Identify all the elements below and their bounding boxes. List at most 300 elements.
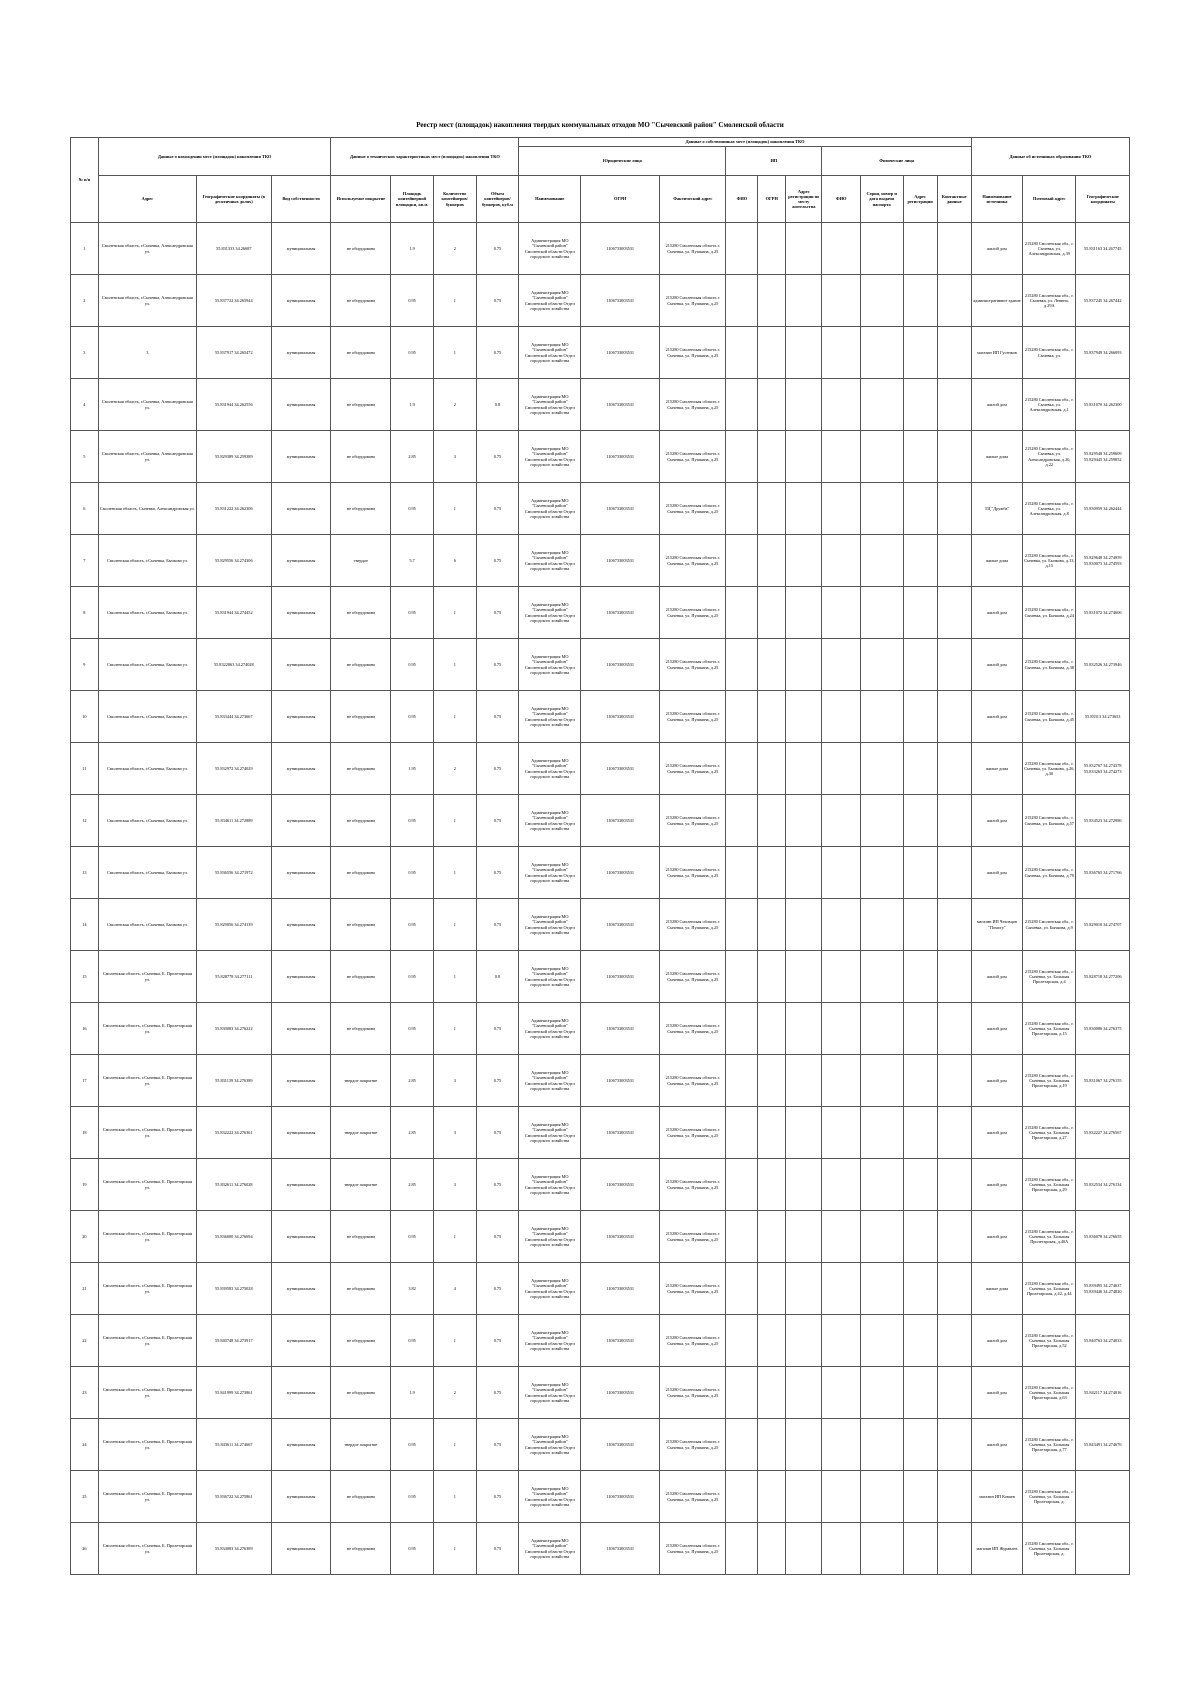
container-volume-cell: 0.75 [476, 899, 519, 951]
legal-name-cell: Администрация МО "Сычевский район" Смоленской области Отдел городского хозяйства [519, 275, 581, 327]
container-count-cell: 1 [433, 1003, 476, 1055]
row-number-cell: 18 [71, 1107, 99, 1159]
ownership-cell: муниципальная [271, 1107, 331, 1159]
source-coordinates-cell: 55.831072 34.274606 [1076, 587, 1130, 639]
container-count-cell: 1 [433, 691, 476, 743]
registry-table [70, 137, 1130, 1575]
surface-cell: не оборудована [331, 951, 391, 1003]
legal-name-cell: Администрация МО "Сычевский район" Смоленской области Отдел городского хозяйства [519, 1003, 581, 1055]
table-row [71, 327, 1130, 379]
ownership-cell: муниципальная [271, 639, 331, 691]
col-header-person-address: Адрес регистрации [903, 176, 937, 223]
coordinates-cell: 55.832222 34.276361 [196, 1107, 271, 1159]
ip-fio-cell [726, 587, 758, 639]
ip-address-cell [786, 379, 822, 431]
ip-address-cell [786, 1107, 822, 1159]
source-postal-address-cell: 215280 Смоленская обл., г. Сычевка, ул. Бычкова, д.79 [1023, 847, 1076, 899]
ip-fio-cell [726, 1419, 758, 1471]
container-volume-cell: 0.75 [476, 327, 519, 379]
surface-cell: не оборудована [331, 431, 391, 483]
legal-ogrn-cell: 1106733003531 [581, 1523, 660, 1575]
legal-address-cell: 215280 Смоленская область г. Сычевка, ул. Пушкина, д.25 [660, 587, 726, 639]
col-header-address: Адрес [98, 176, 196, 223]
source-coordinates-cell: 55.829648 34.274959 55.830073 34.274593 [1076, 535, 1130, 587]
ownership-cell: муниципальная [271, 327, 331, 379]
surface-cell: не оборудована [331, 379, 391, 431]
person-address-cell [903, 1523, 937, 1575]
ownership-cell: муниципальная [271, 691, 331, 743]
col-header-legal-ogrn: ОГРН [581, 176, 660, 223]
person-contacts-cell [937, 691, 971, 743]
legal-address-cell: 215280 Смоленская область г. Сычевка, ул. Пушкина, д.25 [660, 327, 726, 379]
legal-name-cell: Администрация МО "Сычевский район" Смоленской области Отдел городского хозяйства [519, 1107, 581, 1159]
address-cell: Смоленская область, г.Сычевка, Александровская ул. [98, 431, 196, 483]
source-name-cell: жилой дом [971, 223, 1022, 275]
ownership-cell: муниципальная [271, 1367, 331, 1419]
address-cell: Смоленская область, г.Сычевка, Б. Пролетарская ул. [98, 1263, 196, 1315]
surface-cell: твердое покрытие [331, 1107, 391, 1159]
coordinates-cell: 55.843611 34.274667 [196, 1419, 271, 1471]
ip-ogrn-cell [758, 587, 786, 639]
person-contacts-cell [937, 639, 971, 691]
surface-cell: не оборудована [331, 899, 391, 951]
address-cell: Смоленская область, г.Сычевка, Б. Пролетарская ул. [98, 1315, 196, 1367]
container-volume-cell: 0.75 [476, 847, 519, 899]
ip-address-cell [786, 483, 822, 535]
coordinates-cell: 55.840748 34.273917 [196, 1315, 271, 1367]
container-count-cell: 1 [433, 1419, 476, 1471]
person-address-cell [903, 1107, 937, 1159]
ownership-cell: муниципальная [271, 1419, 331, 1471]
source-coordinates-cell: 55.832767 34.274378 55.833263 34.274273 [1076, 743, 1130, 795]
person-fio-cell [822, 847, 860, 899]
legal-ogrn-cell: 1106733003531 [581, 691, 660, 743]
person-address-cell [903, 1159, 937, 1211]
table-row [71, 899, 1130, 951]
person-passport-cell [860, 1315, 903, 1367]
ip-fio-cell [726, 1315, 758, 1367]
ip-ogrn-cell [758, 795, 786, 847]
container-count-cell: 3 [433, 431, 476, 483]
person-fio-cell [822, 1055, 860, 1107]
area-cell: 0.95 [391, 1523, 434, 1575]
container-count-cell: 1 [433, 483, 476, 535]
person-fio-cell [822, 1159, 860, 1211]
ip-ogrn-cell [758, 1003, 786, 1055]
person-contacts-cell [937, 275, 971, 327]
ip-ogrn-cell [758, 327, 786, 379]
ownership-cell: муниципальная [271, 951, 331, 1003]
ip-header: ИП [726, 147, 822, 176]
area-cell: 0.95 [391, 1471, 434, 1523]
physical-persons-header: Физические лица [822, 147, 971, 176]
legal-ogrn-cell: 1106733003531 [581, 1159, 660, 1211]
source-name-cell: жилой дом [971, 1107, 1022, 1159]
person-fio-cell [822, 587, 860, 639]
ip-fio-cell [726, 639, 758, 691]
source-name-cell: жилой дом [971, 1419, 1022, 1471]
table-row [71, 1367, 1130, 1419]
area-cell: 3.82 [391, 1263, 434, 1315]
person-contacts-cell [937, 1003, 971, 1055]
container-volume-cell: 0.8 [476, 951, 519, 1003]
table-row [71, 743, 1130, 795]
legal-ogrn-cell: 1106733003531 [581, 1471, 660, 1523]
person-fio-cell [822, 535, 860, 587]
container-count-cell: 1 [433, 1471, 476, 1523]
area-cell: 0.95 [391, 1211, 434, 1263]
ip-fio-cell [726, 691, 758, 743]
legal-name-cell: Администрация МО "Сычевский район" Смоленской области Отдел городского хозяйства [519, 899, 581, 951]
table-row [71, 951, 1130, 1003]
legal-ogrn-cell: 1106733003531 [581, 1419, 660, 1471]
source-coordinates-cell: 55.831163 34.267745 [1076, 223, 1130, 275]
ip-fio-cell [726, 1263, 758, 1315]
person-passport-cell [860, 483, 903, 535]
address-cell: Смоленская область, г.Сычевка, Александровская ул. [98, 379, 196, 431]
row-number-cell: 17 [71, 1055, 99, 1107]
coordinates-cell: 55.832972 34.274029 [196, 743, 271, 795]
source-coordinates-cell: 55.829010 34.274707 [1076, 899, 1130, 951]
legal-address-cell: 215280 Смоленская область г. Сычевка, ул. Пушкина, д.25 [660, 535, 726, 587]
legal-address-cell: 215280 Смоленская область г. Сычевка, ул. Пушкина, д.25 [660, 1003, 726, 1055]
table-row [71, 275, 1130, 327]
col-header-source-name: Наименование источника [971, 176, 1022, 223]
ownership-cell: муниципальная [271, 899, 331, 951]
person-passport-cell [860, 795, 903, 847]
source-postal-address-cell: 215280 Смоленская обл., г. Сычевка, ул. Большая Пролетарская, д.27 [1023, 1107, 1076, 1159]
legal-address-cell: 215280 Смоленская область г. Сычевка, ул. Пушкина, д.25 [660, 431, 726, 483]
coordinates-cell: 55.831944 34.262556 [196, 379, 271, 431]
ip-fio-cell [726, 795, 758, 847]
ip-ogrn-cell [758, 223, 786, 275]
person-passport-cell [860, 1211, 903, 1263]
row-number-cell: 22 [71, 1315, 99, 1367]
coordinates-cell: 55.828778 34.277111 [196, 951, 271, 1003]
col-header-ip-ogrn: ОГРН [758, 176, 786, 223]
person-address-cell [903, 1315, 937, 1367]
table-row [71, 847, 1130, 899]
person-fio-cell [822, 1211, 860, 1263]
legal-ogrn-cell: 1106733003531 [581, 587, 660, 639]
person-fio-cell [822, 275, 860, 327]
ownership-cell: муниципальная [271, 1211, 331, 1263]
source-coordinates-cell: 55.843491 34.274676 [1076, 1419, 1130, 1471]
source-coordinates-cell: 55.832534 34.276134 [1076, 1159, 1130, 1211]
address-cell: Смоленская область, г.Сычевка, Б. Пролетарская ул. [98, 1003, 196, 1055]
person-fio-cell [822, 691, 860, 743]
table-row [71, 1107, 1130, 1159]
person-passport-cell [860, 1523, 903, 1575]
source-coordinates-cell: 55.837245 34.267442 [1076, 275, 1130, 327]
legal-address-cell: 215280 Смоленская область г. Сычевка, ул. Пушкина, д.25 [660, 1107, 726, 1159]
person-passport-cell [860, 1419, 903, 1471]
coordinates-cell: 55.836000 34.276694 [196, 1211, 271, 1263]
legal-address-cell: 215280 Смоленская область г. Сычевка, ул. Пушкина, д.25 [660, 951, 726, 1003]
container-volume-cell: 0.75 [476, 1471, 519, 1523]
ip-address-cell [786, 1003, 822, 1055]
container-count-cell: 1 [433, 899, 476, 951]
container-volume-cell: 0.75 [476, 639, 519, 691]
legal-address-cell: 215280 Смоленская область г. Сычевка, ул. Пушкина, д.25 [660, 483, 726, 535]
surface-cell: твердое покрытие [331, 1419, 391, 1471]
surface-cell: не оборудована [331, 691, 391, 743]
row-number-cell: 6 [71, 483, 99, 535]
source-postal-address-cell: 215280 Смоленская обл., г. Сычевка, ул. Бычкова, д.9 [1023, 899, 1076, 951]
area-cell: 0.95 [391, 275, 434, 327]
source-name-cell: жилой дом [971, 639, 1022, 691]
source-name-cell: жилой дом [971, 795, 1022, 847]
row-number-cell: 2 [71, 275, 99, 327]
col-header-source-coordinates: Географические координаты [1076, 176, 1130, 223]
person-address-cell [903, 1419, 937, 1471]
row-number-cell: 14 [71, 899, 99, 951]
container-count-cell: 1 [433, 275, 476, 327]
area-cell: 0.95 [391, 639, 434, 691]
person-address-cell [903, 1003, 937, 1055]
person-passport-cell [860, 535, 903, 587]
source-name-cell: жилой дом [971, 1003, 1022, 1055]
person-passport-cell [860, 639, 903, 691]
legal-name-cell: Администрация МО "Сычевский район" Смоленской области Отдел городского хозяйства [519, 223, 581, 275]
source-name-cell: жилые дома [971, 743, 1022, 795]
container-volume-cell: 0.75 [476, 431, 519, 483]
ownership-cell: муниципальная [271, 431, 331, 483]
source-name-cell: жилые дома [971, 431, 1022, 483]
ownership-cell: муниципальная [271, 795, 331, 847]
ip-ogrn-cell [758, 1159, 786, 1211]
table-body [71, 223, 1130, 1575]
coordinates-cell: 55.831222 34.262306 [196, 483, 271, 535]
person-address-cell [903, 1055, 937, 1107]
person-passport-cell [860, 587, 903, 639]
person-passport-cell [860, 1055, 903, 1107]
row-number-cell: 13 [71, 847, 99, 899]
legal-name-cell: Администрация МО "Сычевский район" Смоленской области Отдел городского хозяйства [519, 1471, 581, 1523]
col-header-container-count: Количество контейнеров/бункеров [433, 176, 476, 223]
legal-name-cell: Администрация МО "Сычевский район" Смоленской области Отдел городского хозяйства [519, 587, 581, 639]
container-count-cell: 1 [433, 847, 476, 899]
container-count-cell: 1 [433, 587, 476, 639]
legal-address-cell: 215280 Смоленская область г. Сычевка, ул. Пушкина, д.25 [660, 1419, 726, 1471]
container-count-cell: 1 [433, 1523, 476, 1575]
legal-address-cell: 215280 Смоленская область г. Сычевка, ул. Пушкина, д.25 [660, 1055, 726, 1107]
ip-fio-cell [726, 1211, 758, 1263]
legal-address-cell: 215280 Смоленская область г. Сычевка, ул. Пушкина, д.25 [660, 223, 726, 275]
person-contacts-cell [937, 743, 971, 795]
area-cell: 0.95 [391, 1315, 434, 1367]
legal-ogrn-cell: 1106733003531 [581, 535, 660, 587]
person-fio-cell [822, 1471, 860, 1523]
area-cell: 1.9 [391, 1367, 434, 1419]
source-name-cell: жилой дом [971, 951, 1022, 1003]
legal-name-cell: Администрация МО "Сычевский район" Смоленской области Отдел городского хозяйства [519, 535, 581, 587]
col-header-person-fio: ФИО [822, 176, 860, 223]
surface-cell: не оборудована [331, 847, 391, 899]
row-number-cell: 15 [71, 951, 99, 1003]
ip-fio-cell [726, 1003, 758, 1055]
container-volume-cell: 0.75 [476, 223, 519, 275]
source-coordinates-cell: 55.828718 34.277206 [1076, 951, 1130, 1003]
source-coordinates-cell: 55.839495 34.274637 55.839446 34.274820 [1076, 1263, 1130, 1315]
source-coordinates-cell [1076, 1471, 1130, 1523]
row-number-cell: 4 [71, 379, 99, 431]
source-name-cell: магазин ИП Журавлев [971, 1523, 1022, 1575]
person-passport-cell [860, 899, 903, 951]
container-count-cell: 6 [433, 535, 476, 587]
table-row [71, 691, 1130, 743]
legal-ogrn-cell: 1106733003531 [581, 639, 660, 691]
ip-address-cell [786, 1315, 822, 1367]
person-contacts-cell [937, 847, 971, 899]
address-cell: Смоленская область, г.Сычевка, Б. Пролетарская ул. [98, 1159, 196, 1211]
source-postal-address-cell: 215280 Смоленская обл., г. Сычевка, ул. Большая Пролетарская, д.15 [1023, 1003, 1076, 1055]
source-name-cell: жилой дом [971, 691, 1022, 743]
person-fio-cell [822, 743, 860, 795]
source-postal-address-cell: 215280 Смоленская обл., г. Сычевка, ул. Александровская, д.20, д.22 [1023, 431, 1076, 483]
ip-ogrn-cell [758, 1107, 786, 1159]
source-name-cell: магазин ИП Гусенков [971, 327, 1022, 379]
area-cell: 1.95 [391, 743, 434, 795]
container-count-cell: 1 [433, 639, 476, 691]
location-group-header: Данные о нахождении мест (площадок) накопления ТКО [98, 138, 331, 176]
container-volume-cell: 0.75 [476, 1107, 519, 1159]
surface-cell: не оборудована [331, 275, 391, 327]
row-number-cell: 12 [71, 795, 99, 847]
ip-address-cell [786, 535, 822, 587]
coordinates-cell: 55.829056 34.274139 [196, 899, 271, 951]
person-passport-cell [860, 1107, 903, 1159]
person-passport-cell [860, 327, 903, 379]
person-address-cell [903, 1211, 937, 1263]
ip-fio-cell [726, 1367, 758, 1419]
address-cell: Смоленская область, г.Сычевка, Александровская ул. [98, 275, 196, 327]
table-header [71, 138, 1130, 223]
person-contacts-cell [937, 1211, 971, 1263]
legal-ogrn-cell: 1106733003531 [581, 275, 660, 327]
ip-ogrn-cell [758, 535, 786, 587]
person-contacts-cell [937, 483, 971, 535]
ip-ogrn-cell [758, 1419, 786, 1471]
container-volume-cell: 0.75 [476, 691, 519, 743]
source-coordinates-cell: 55.842117 34.274016 [1076, 1367, 1130, 1419]
surface-cell: не оборудована [331, 1523, 391, 1575]
container-count-cell: 1 [433, 1211, 476, 1263]
area-cell: 0.95 [391, 587, 434, 639]
legal-ogrn-cell: 1106733003531 [581, 1003, 660, 1055]
person-address-cell [903, 951, 937, 1003]
row-number-cell: 24 [71, 1419, 99, 1471]
ip-ogrn-cell [758, 1055, 786, 1107]
area-cell: 0.95 [391, 483, 434, 535]
person-contacts-cell [937, 1159, 971, 1211]
surface-cell: не оборудована [331, 587, 391, 639]
person-address-cell [903, 1263, 937, 1315]
person-address-cell [903, 379, 937, 431]
ip-address-cell [786, 691, 822, 743]
legal-address-cell: 215280 Смоленская область г. Сычевка, ул. Пушкина, д.25 [660, 847, 726, 899]
source-name-cell: жилой дом [971, 379, 1022, 431]
ip-address-cell [786, 327, 822, 379]
container-volume-cell: 0.75 [476, 1523, 519, 1575]
legal-name-cell: Администрация МО "Сычевский район" Смоленской области Отдел городского хозяйства [519, 1263, 581, 1315]
surface-cell: не оборудована [331, 1367, 391, 1419]
container-volume-cell: 0.75 [476, 587, 519, 639]
legal-ogrn-cell: 1106733003531 [581, 743, 660, 795]
ip-address-cell [786, 431, 822, 483]
container-count-cell: 3 [433, 1055, 476, 1107]
tech-group-header: Данные о технических характеристиках мест (площадок) накопления ТКО [331, 138, 519, 176]
ip-fio-cell [726, 535, 758, 587]
surface-cell: твердое покрытие [331, 1159, 391, 1211]
area-cell: 2.85 [391, 1107, 434, 1159]
col-header-container-volume: Объем контейнеров/бункеров, куб.м [476, 176, 519, 223]
person-passport-cell [860, 1159, 903, 1211]
source-name-cell: жилой дом [971, 1055, 1022, 1107]
ownership-cell: муниципальная [271, 1315, 331, 1367]
col-header-area: Площадь контейнерной площадки, кв.м. [391, 176, 434, 223]
area-cell: 0.95 [391, 1419, 434, 1471]
coordinates-cell: 55.837917 34.265472 [196, 327, 271, 379]
surface-cell: не оборудована [331, 639, 391, 691]
container-count-cell: 3 [433, 1107, 476, 1159]
ip-fio-cell [726, 327, 758, 379]
container-volume-cell: 0.75 [476, 795, 519, 847]
person-fio-cell [822, 483, 860, 535]
source-name-cell: жилые дома [971, 535, 1022, 587]
container-count-cell: 1 [433, 1315, 476, 1367]
ip-fio-cell [726, 847, 758, 899]
ip-address-cell [786, 587, 822, 639]
legal-address-cell: 215280 Смоленская область г. Сычевка, ул. Пушкина, д.25 [660, 379, 726, 431]
container-count-cell: 2 [433, 1367, 476, 1419]
person-contacts-cell [937, 1471, 971, 1523]
legal-ogrn-cell: 1106733003531 [581, 1263, 660, 1315]
person-address-cell [903, 847, 937, 899]
address-cell: Смоленская область, г.Сычевка, Б. Пролетарская ул. [98, 1055, 196, 1107]
source-coordinates-cell: 55.832227 34.276567 [1076, 1107, 1130, 1159]
legal-ogrn-cell: 1106733003531 [581, 483, 660, 535]
ownership-cell: муниципальная [271, 483, 331, 535]
legal-name-cell: Администрация МО "Сычевский район" Смоленской области Отдел городского хозяйства [519, 1211, 581, 1263]
person-contacts-cell [937, 1419, 971, 1471]
person-contacts-cell [937, 951, 971, 1003]
legal-name-cell: Администрация МО "Сычевский район" Смоленской области Отдел городского хозяйства [519, 1159, 581, 1211]
person-contacts-cell [937, 1367, 971, 1419]
legal-name-cell: Администрация МО "Сычевский район" Смоленской области Отдел городского хозяйства [519, 795, 581, 847]
address-cell: Смоленская область, г.Сычевка, Б. Пролетарская ул. [98, 951, 196, 1003]
source-postal-address-cell: 215280 Смоленская обл., г. Сычевка, ул. [1023, 327, 1076, 379]
address-cell: Смоленская область, г.Сычевка, Александровская ул. [98, 223, 196, 275]
area-cell: 1.9 [391, 379, 434, 431]
coordinates-cell: 55.834083 34.276389 [196, 1523, 271, 1575]
source-coordinates-cell: 55.840763 34.274033 [1076, 1315, 1130, 1367]
legal-address-cell: 215280 Смоленская область г. Сычевка, ул. Пушкина, д.25 [660, 691, 726, 743]
ip-address-cell [786, 1523, 822, 1575]
col-number-header: № п/п [71, 138, 99, 223]
legal-address-cell: 215280 Смоленская область г. Сычевка, ул. Пушкина, д.25 [660, 1367, 726, 1419]
source-postal-address-cell: 215280 Смоленская обл., г. Сычевка, ул. Александровская, д.8 [1023, 483, 1076, 535]
person-contacts-cell [937, 327, 971, 379]
ip-ogrn-cell [758, 275, 786, 327]
person-address-cell [903, 535, 937, 587]
coordinates-cell: 55.831139 34.276389 [196, 1055, 271, 1107]
ownership-cell: муниципальная [271, 1159, 331, 1211]
table-row [71, 1419, 1130, 1471]
ownership-cell: муниципальная [271, 847, 331, 899]
ip-ogrn-cell [758, 847, 786, 899]
legal-ogrn-cell: 1106733003531 [581, 1367, 660, 1419]
